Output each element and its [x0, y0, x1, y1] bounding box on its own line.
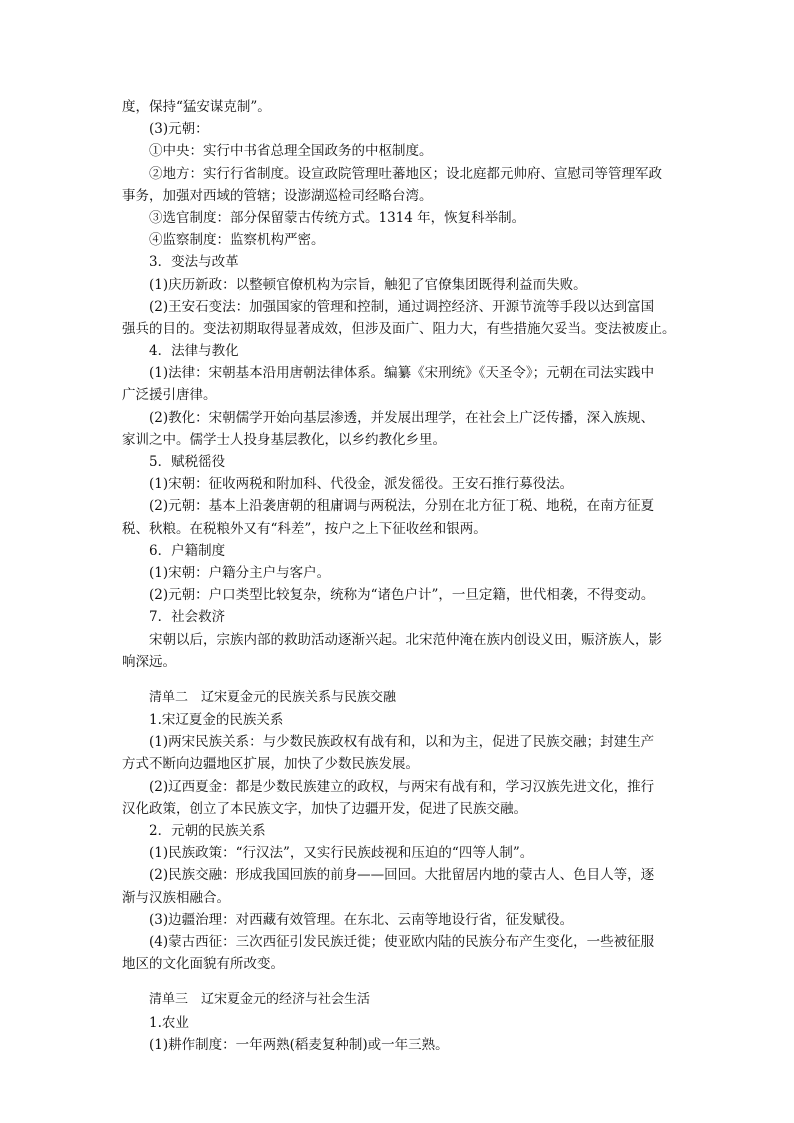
text-line: ③选官制度：部分保留蒙古传统方式。1314 年，恢复科举制。 — [149, 209, 526, 226]
spacer — [122, 673, 682, 687]
section-heading: 4．法律与教化 — [149, 343, 239, 360]
text-line: (1)宋朝：户籍分主户与客户。 — [149, 564, 331, 581]
list-heading: 清单三 辽宋夏金元的经济与社会生活 — [149, 992, 371, 1008]
section-heading: 1.农业 — [149, 1014, 189, 1031]
text-line: 方式不断向边疆地区扩展，加快了少数民族发展。 — [122, 756, 419, 773]
text-line: (1)宋朝：征收两税和附加科、代役金，派发徭役。王安石推行募役法。 — [149, 476, 574, 493]
text-line: 强兵的目的。变法初期取得显著成效，但涉及面广、阻力大，有些措施欠妥当。变法被废止。 — [122, 320, 676, 337]
section-heading: 3．变法与改革 — [149, 254, 239, 271]
text-line: 税、秋粮。在税粮外又有“科差”，按户之上下征收丝和银两。 — [122, 520, 487, 537]
text-line: ①中央：实行中书省总理全国政务的中枢制度。 — [149, 143, 433, 160]
text-line: 度，保持“猛安谋克制”。 — [122, 99, 271, 115]
section-heading: 6．户籍制度 — [149, 542, 226, 559]
text-line: (2)民族交融：形成我国回族的前身——回回。大批留居内地的蒙古人、色目人等，逐 — [149, 867, 655, 884]
list-heading: 清单二 辽宋夏金元的民族关系与民族交融 — [149, 689, 397, 705]
text-line: 家训之中。儒学士人投身基层教化，以乡约教化乡里。 — [122, 431, 446, 448]
text-line: (1)耕作制度：一年两熟(稻麦复种制)或一年三熟。 — [149, 1036, 449, 1053]
text-line: 汉化政策，创立了本民族文字，加快了边疆开发，促进了民族交融。 — [122, 800, 527, 817]
text-line: ②地方：实行行省制度。设宣政院管理吐蕃地区；设北庭都元帅府、宣慰司等管理军政 — [149, 165, 662, 182]
text-line: (1)法律：宋朝基本沿用唐朝法律体系。编纂《宋刑统》《天圣令》；元朝在司法实践中 — [149, 365, 655, 382]
section-heading: 1.宋辽夏金的民族关系 — [149, 712, 284, 729]
section-heading: 5．赋税徭役 — [149, 454, 226, 470]
spacer — [122, 975, 682, 989]
text-line: 渐与汉族相融合。 — [122, 889, 230, 906]
text-line: (1)两宋民族关系：与少数民族政权有战有和，以和为主，促进了民族交融；封建生产 — [149, 734, 655, 751]
text-line: 宋朝以后，宗族内部的救助活动逐渐兴起。北宋范仲淹在族内创设义田，赈济族人，影 — [149, 631, 662, 648]
text-line: (1)民族政策：“行汉法”，又实行民族歧视和压迫的“四等人制”。 — [149, 845, 534, 862]
document-body — [122, 96, 682, 1056]
text-line: 广泛援引唐律。 — [122, 387, 217, 404]
text-line: 事务，加强对西域的管辖；设澎湖巡检司经略台湾。 — [122, 187, 433, 204]
text-line: (2)辽西夏金：都是少数民族建立的政权，与两宋有战有和，学习汉族先进文化，推行 — [149, 778, 655, 795]
text-line: (4)蒙古西征：三次西征引发民族迁徙；使亚欧内陆的民族分布产生变化，一些被征服 — [149, 933, 655, 950]
text-line: (2)元朝：基本上沿袭唐朝的租庸调与两税法，分别在北方征丁税、地税，在南方征夏 — [149, 498, 655, 515]
text-line: (2)王安石变法：加强国家的管理和控制，通过调控经济、开源节流等手段以达到富国 — [149, 298, 655, 315]
text-line: 响深远。 — [122, 653, 176, 670]
text-line: ④监察制度：监察机构严密。 — [149, 232, 325, 249]
section-heading: 7．社会救济 — [149, 609, 226, 626]
text-line: (3)边疆治理：对西藏有效管理。在东北、云南等地设行省，征发赋役。 — [149, 911, 574, 928]
text-line: (2)教化：宋朝儒学开始向基层渗透，并发展出理学，在社会上广泛传播，深入族规、 — [149, 409, 655, 426]
text-line: (2)元朝：户口类型比较复杂，统称为“诸色户计”，一旦定籍，世代相袭，不得变动。 — [149, 587, 655, 604]
subsection-heading: (3)元朝： — [149, 121, 209, 138]
text-line: (1)庆历新政：以整顿官僚机构为宗旨，触犯了官僚集团既得利益而失败。 — [149, 276, 587, 293]
text-line: 地区的文化面貌有所改变。 — [122, 956, 284, 973]
section-heading: 2．元朝的民族关系 — [149, 823, 266, 839]
